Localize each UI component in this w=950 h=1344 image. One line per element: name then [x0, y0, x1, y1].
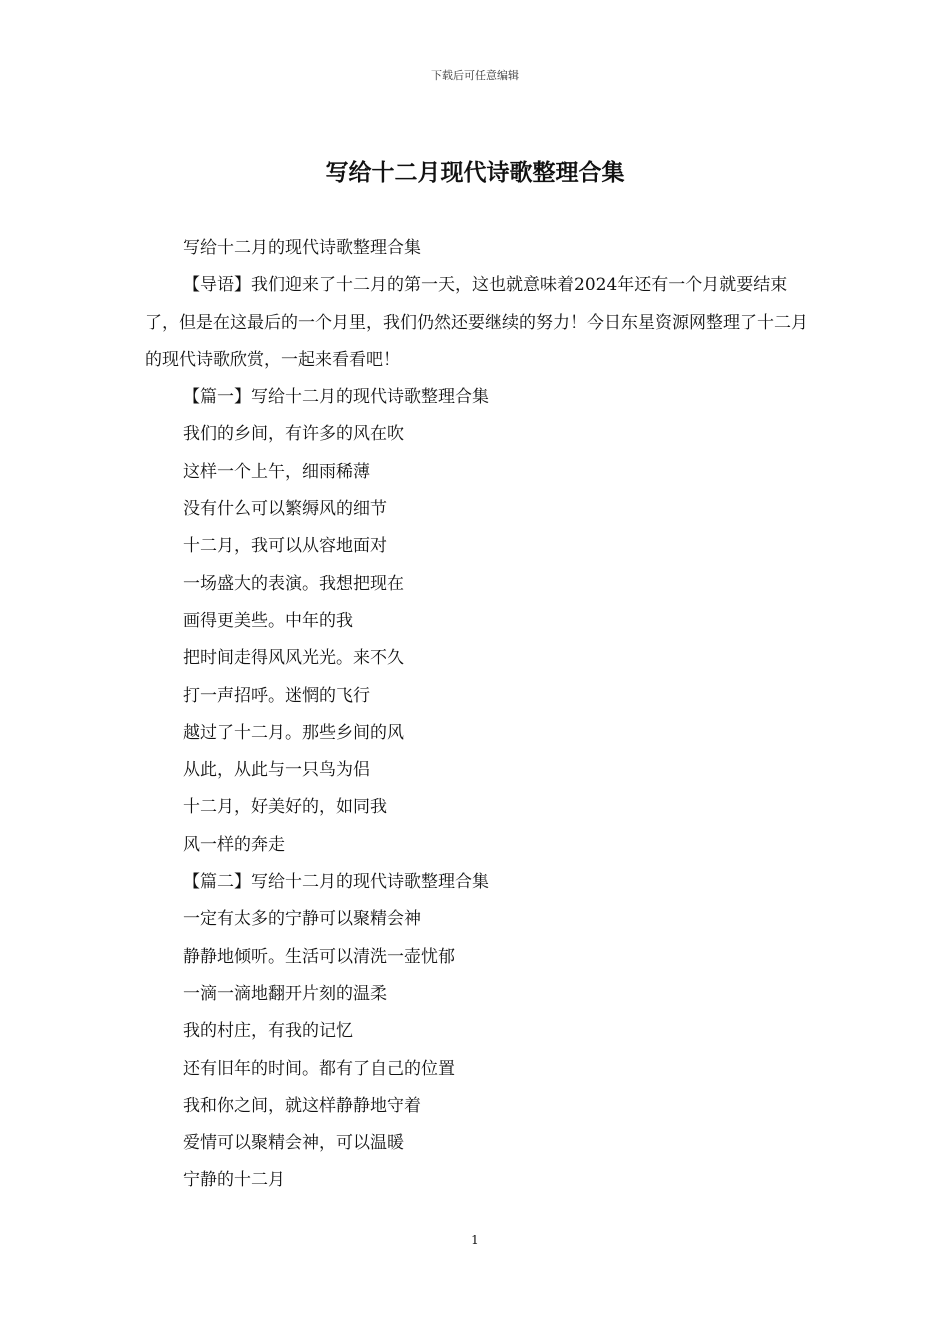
poem-line: 一定有太多的宁静可以聚精会神	[183, 909, 421, 930]
poem-line: 风一样的奔走	[183, 834, 285, 855]
poem-line: 我的村庄，有我的记忆	[183, 1021, 353, 1042]
poem-line: 我和你之间，就这样静静地守着	[183, 1095, 421, 1116]
section-heading-2: 【篇二】写给十二月的现代诗歌整理合集	[183, 872, 489, 893]
poem-line: 打一声招呼。迷惘的飞行	[183, 685, 370, 706]
poem-line: 没有什么可以繁缛风的细节	[183, 499, 387, 520]
poem-line: 这样一个上午，细雨稀薄	[183, 461, 370, 482]
poem-line: 十二月，我可以从容地面对	[183, 536, 387, 557]
poem-line: 把时间走得风风光光。来不久	[183, 648, 404, 669]
section-heading-1: 【篇一】写给十二月的现代诗歌整理合集	[183, 387, 489, 408]
poem-line: 越过了十二月。那些乡间的风	[183, 722, 404, 743]
poem-line: 还有旧年的时间。都有了自己的位置	[183, 1058, 455, 1079]
poem-line: 一场盛大的表演。我想把现在	[183, 573, 404, 594]
paragraph-subtitle: 写给十二月的现代诗歌整理合集	[183, 238, 421, 258]
page-number: 1	[471, 1233, 479, 1247]
poem-line: 画得更美些。中年的我	[183, 610, 353, 631]
paragraph-intro: 【导语】我们迎来了十二月的第一天，这也就意味着2024年还有一个月就要结束了，但是在这最后的一个月里，我们仍然还要继续的努力！今日东星资源网整理了十二月的现代诗歌欣赏，一起来看看吧！	[145, 275, 808, 370]
header-note: 下载后可任意编辑	[431, 69, 519, 82]
poem-line: 我们的乡间，有许多的风在吹	[183, 424, 404, 445]
document-title: 写给十二月现代诗歌整理合集	[325, 159, 625, 186]
poem-line: 爱情可以聚精会神，可以温暖	[183, 1133, 404, 1154]
poem-line: 从此，从此与一只鸟为侣	[183, 760, 370, 781]
poem-line: 宁静的十二月	[183, 1170, 285, 1191]
poem-line: 十二月，好美好的，如同我	[183, 797, 387, 818]
document-body	[145, 230, 810, 1200]
poem-line: 一滴一滴地翻开片刻的温柔	[183, 983, 387, 1004]
poem-line: 静静地倾听。生活可以清洗一壶忧郁	[183, 946, 455, 967]
